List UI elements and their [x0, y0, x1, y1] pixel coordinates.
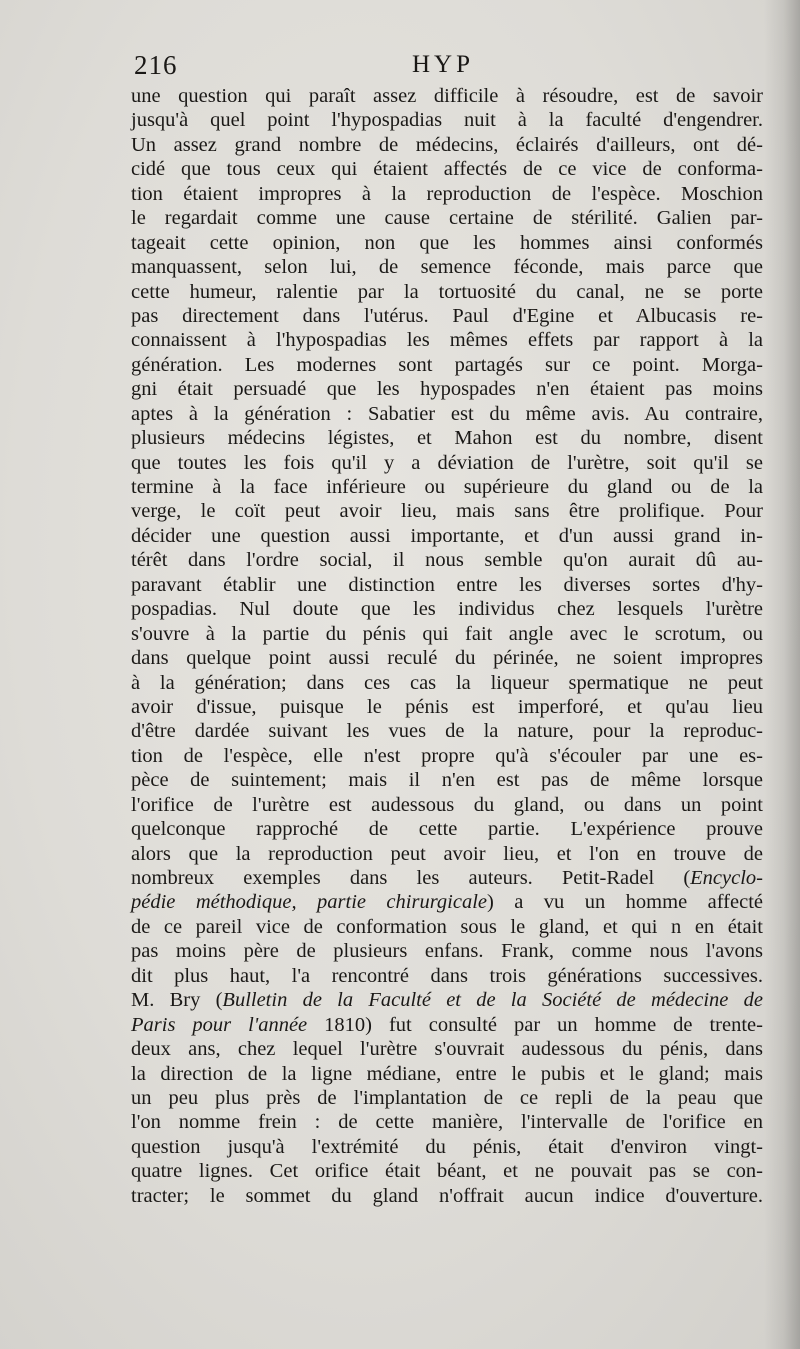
text-line: pas directement dans l'utérus. Paul d'Egine et Albucasis re-	[131, 304, 763, 327]
text-line: quelconque rapproché de cette partie. L'expérience prouve	[131, 818, 763, 841]
text-line	[131, 1013, 763, 1037]
text-line: plusieurs médecins légistes, et Mahon est du nombre, disent	[131, 427, 763, 450]
text-line: tracter; le sommet du gland n'offrait aucun indice d'ouverture.	[131, 1184, 763, 1207]
italic-title: Paris pour l'année	[131, 1013, 308, 1036]
text-line: alors que la reproduction peut avoir lieu, et l'on en trouve de	[131, 842, 763, 865]
text-line: connaissent à l'hypospadias les mêmes effets par rapport à la	[131, 329, 763, 352]
text-line: gni était persuadé que les hypospades n'en étaient pas moins	[131, 378, 763, 401]
text-line-with-italic	[131, 866, 763, 890]
text-line: pas moins père de plusieurs enfans. Frank, comme nous l'avons	[131, 940, 763, 963]
text-line: verge, le coït peut avoir lieu, mais sans être prolifique. Pour	[131, 500, 763, 523]
line-text: ) a vu un homme affecté	[487, 891, 763, 914]
text-line: paravant établir une distinction entre les diverses sortes d'hy-	[131, 573, 763, 596]
text-line: décider une question aussi importante, et d'un aussi grand in-	[131, 524, 763, 547]
italic-title: Encyclo-	[690, 867, 763, 889]
text-line: cette humeur, ralentie par la tortuosité du canal, ne se porte	[131, 280, 763, 303]
text-line: s'ouvre à la partie du pénis qui fait angle avec le scrotum, ou	[131, 622, 763, 645]
italic-title: pédie méthodique, partie chirurgicale	[131, 891, 488, 914]
text-line: aptes à la génération : Sabatier est du même avis. Au contraire,	[131, 402, 763, 425]
text-line: tageait cette opinion, non que les hommes ainsi conformés	[131, 231, 763, 254]
text-line-with-italic	[131, 988, 763, 1012]
text-line: une question qui paraît assez difficile à résoudre, est de savoir	[131, 85, 763, 107]
text-line: térêt dans l'ordre social, il nous semble qu'on aurait dû au-	[131, 549, 763, 572]
line-text: M. Bry (	[131, 989, 223, 1012]
page-number: 216	[134, 50, 178, 80]
text-line: la direction de la ligne médiane, entre le pubis et le gland; mais	[131, 1062, 763, 1085]
running-head: HYP	[412, 51, 475, 78]
text-line: l'orifice de l'urètre est audessous du gland, ou dans un point	[131, 793, 763, 816]
text-line: termine à la face inférieure ou supérieure du gland ou de la	[131, 476, 763, 498]
line-text: nombreux exemples dans les auteurs. Petit-Radel (	[131, 867, 691, 889]
text-line: dans quelque point aussi reculé du périnée, ne soient impropres	[131, 647, 763, 670]
text-line: avoir d'issue, puisque le pénis est imperforé, et qu'au lieu	[131, 695, 763, 718]
text-line: d'être dardée suivant les vues de la nature, pour la reproduc-	[131, 720, 763, 743]
text-line: un peu plus près de l'implantation de ce repli de la peau que	[131, 1086, 763, 1109]
text-line: que toutes les fois qu'il y a déviation de l'urètre, soit qu'il se	[131, 451, 763, 474]
text-line: à la génération; dans ces cas la liqueur spermatique ne peut	[131, 671, 763, 694]
text-line: tion étaient impropres à la reproduction de l'espèce. Moschion	[131, 182, 763, 205]
text-line: manquassent, selon lui, de semence féconde, mais parce que	[131, 256, 763, 279]
text-line: quatre lignes. Cet orifice était béant, et ne pouvait pas se con-	[131, 1160, 763, 1183]
text-line: le regardait comme une cause certaine de stérilité. Galien par-	[131, 207, 763, 230]
text-line: l'on nomme frein : de cette manière, l'intervalle de l'orifice en	[131, 1111, 763, 1134]
text-line: question jusqu'à l'extrémité du pénis, était d'environ vingt-	[131, 1135, 763, 1158]
text-line: tion de l'espèce, elle n'est propre qu'à s'écouler par une es-	[131, 744, 763, 767]
body-text	[131, 84, 763, 1208]
text-line: jusqu'à quel point l'hypospadias nuit à la faculté d'engendrer.	[131, 109, 763, 132]
text-line	[131, 890, 763, 914]
page-edge-shadow	[764, 0, 800, 1349]
line-text: 1810) fut consulté par un homme de trente-	[307, 1013, 763, 1036]
text-line: dit plus haut, l'a rencontré dans trois générations successives.	[131, 964, 763, 987]
text-line: pèce de suintement; mais il n'en est pas de même lorsque	[131, 769, 763, 792]
italic-title: Bulletin de la Faculté et de la Société de médecine de	[222, 989, 763, 1012]
text-line: Un assez grand nombre de médecins, éclairés d'ailleurs, ont dé-	[131, 133, 763, 156]
text-line: de ce pareil vice de conformation sous le gland, et qui n en était	[131, 915, 763, 938]
text-line: pospadias. Nul doute que les individus chez lesquels l'urètre	[131, 598, 763, 621]
text-line: génération. Les modernes sont partagés sur ce point. Morga-	[131, 353, 763, 376]
text-line: cidé que tous ceux qui étaient affectés de ce vice de conforma-	[131, 158, 763, 181]
text-line: deux ans, chez lequel l'urètre s'ouvrait audessous du pénis, dans	[131, 1038, 763, 1061]
